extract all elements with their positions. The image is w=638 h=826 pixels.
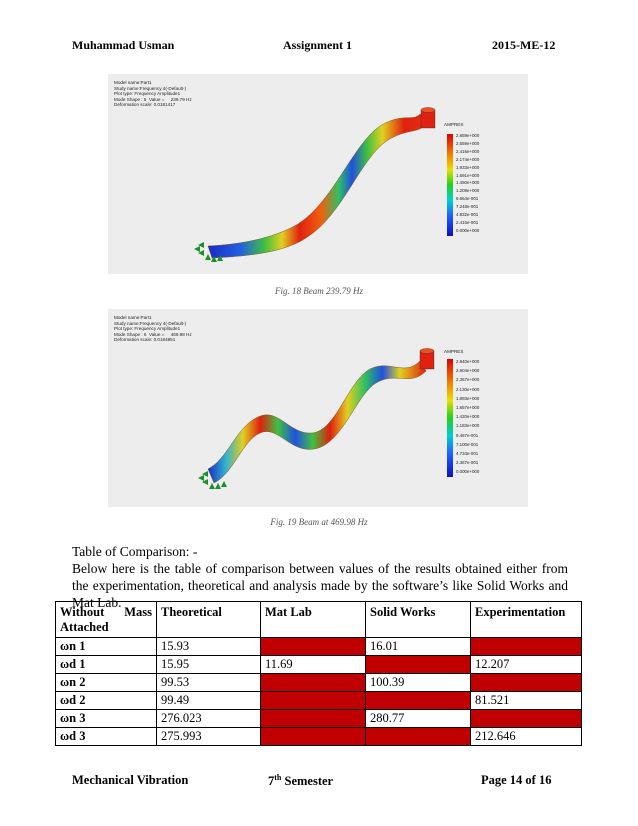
table-cell xyxy=(471,674,582,692)
table-cell xyxy=(261,728,366,746)
table-cell: 16.01 xyxy=(366,638,471,656)
table-cell: 12.207 xyxy=(471,656,582,674)
row-label: ωn 2 xyxy=(56,674,157,692)
comparison-table xyxy=(55,601,582,746)
table-cell: 99.49 xyxy=(157,692,261,710)
table-cell: 275.993 xyxy=(157,728,261,746)
table-cell: 81.521 xyxy=(471,692,582,710)
table-cell: 100.39 xyxy=(366,674,471,692)
table-row xyxy=(56,728,582,746)
figure-19-legend-values: 2.840e+000 2.604e+000 2.367e+000 2.130e+000 1.893e+000 1.657e+000 1.420e+000 1.183e+000 9.467e-001 7.100e-001 4.734e-001 2.367e-001 0.000e+000 xyxy=(456,359,480,475)
figure-19-caption: Fig. 19 Beam at 469.98 Hz xyxy=(270,517,368,527)
table-cell xyxy=(471,710,582,728)
header-without-mass: Without Mass Attached xyxy=(56,602,157,638)
table-cell xyxy=(366,656,471,674)
table-cell xyxy=(261,674,366,692)
footer-semester: 7th Semester xyxy=(268,773,334,789)
table-cell xyxy=(261,710,366,728)
figure-19-image xyxy=(108,309,528,507)
header-solidworks: Solid Works xyxy=(366,602,471,638)
figure-19-model-info: Model name:Part1 Study name:Frequency 4(-Default-) Plot type: Frequency Amplitude1 Mode Shape : 6 Value = 469.98 Hz Deformation scale: 0.0184851 xyxy=(114,315,192,343)
table-cell xyxy=(261,692,366,710)
table-cell: 15.93 xyxy=(157,638,261,656)
figure-19-legend-title: AMPRES xyxy=(444,349,464,354)
table-cell: 280.77 xyxy=(366,710,471,728)
table-cell: 276.023 xyxy=(157,710,261,728)
table-row xyxy=(56,656,582,674)
figure-18-legend-values: 2.659e+000 2.659e+000 2.416e+000 2.174e+000 1.933e+000 1.691e+000 1.450e+000 1.208e+000 9.664e-001 7.248e-001 4.832e-001 2.416e-001 0.000e+000 xyxy=(456,133,480,233)
figure-18-image xyxy=(108,74,528,274)
figure-18-legend-title: AMPRES xyxy=(444,122,464,127)
intro-paragraph: Below here is the table of comparison between values of the results obtained either from the experimentation, theoretical and analysis made by the software’s like Solid Works and Mat Lab. xyxy=(72,561,568,610)
header-roll-number: 2015-ME-12 xyxy=(492,38,556,52)
table-cell xyxy=(471,638,582,656)
table-cell: 212.646 xyxy=(471,728,582,746)
figure-18-caption: Fig. 18 Beam 239.79 Hz xyxy=(275,286,363,296)
row-label: ωn 3 xyxy=(56,710,157,728)
table-header-row xyxy=(56,602,582,638)
header-author: Muhammad Usman xyxy=(72,38,175,52)
table-row xyxy=(56,692,582,710)
table-cell: 15.95 xyxy=(157,656,261,674)
table-row xyxy=(56,638,582,656)
table-cell xyxy=(366,728,471,746)
row-label: ωd 3 xyxy=(56,728,157,746)
row-label: ωn 1 xyxy=(56,638,157,656)
footer-page-number: Page 14 of 16 xyxy=(481,773,552,787)
section-title: Table of Comparison: - xyxy=(72,544,198,559)
table-cell xyxy=(261,638,366,656)
table-row xyxy=(56,674,582,692)
table-cell: 99.53 xyxy=(157,674,261,692)
header-assignment: Assignment 1 xyxy=(283,38,353,52)
header-experimentation: Experimentation xyxy=(471,602,582,638)
figure-18-model-info: Model name:Part1 Study name:Frequency 4(-Default-) Plot type: Frequency Amplitude1 Mode Shape : 5 Value = 239.79 Hz Deformation scale: 0.0181417 xyxy=(114,80,192,108)
row-label: ωd 2 xyxy=(56,692,157,710)
table-cell xyxy=(366,692,471,710)
table-row xyxy=(56,710,582,728)
footer-course: Mechanical Vibration xyxy=(72,773,189,787)
header-matlab: Mat Lab xyxy=(261,602,366,638)
table-cell: 11.69 xyxy=(261,656,366,674)
row-label: ωd 1 xyxy=(56,656,157,674)
header-theoretical: Theoretical xyxy=(157,602,261,638)
